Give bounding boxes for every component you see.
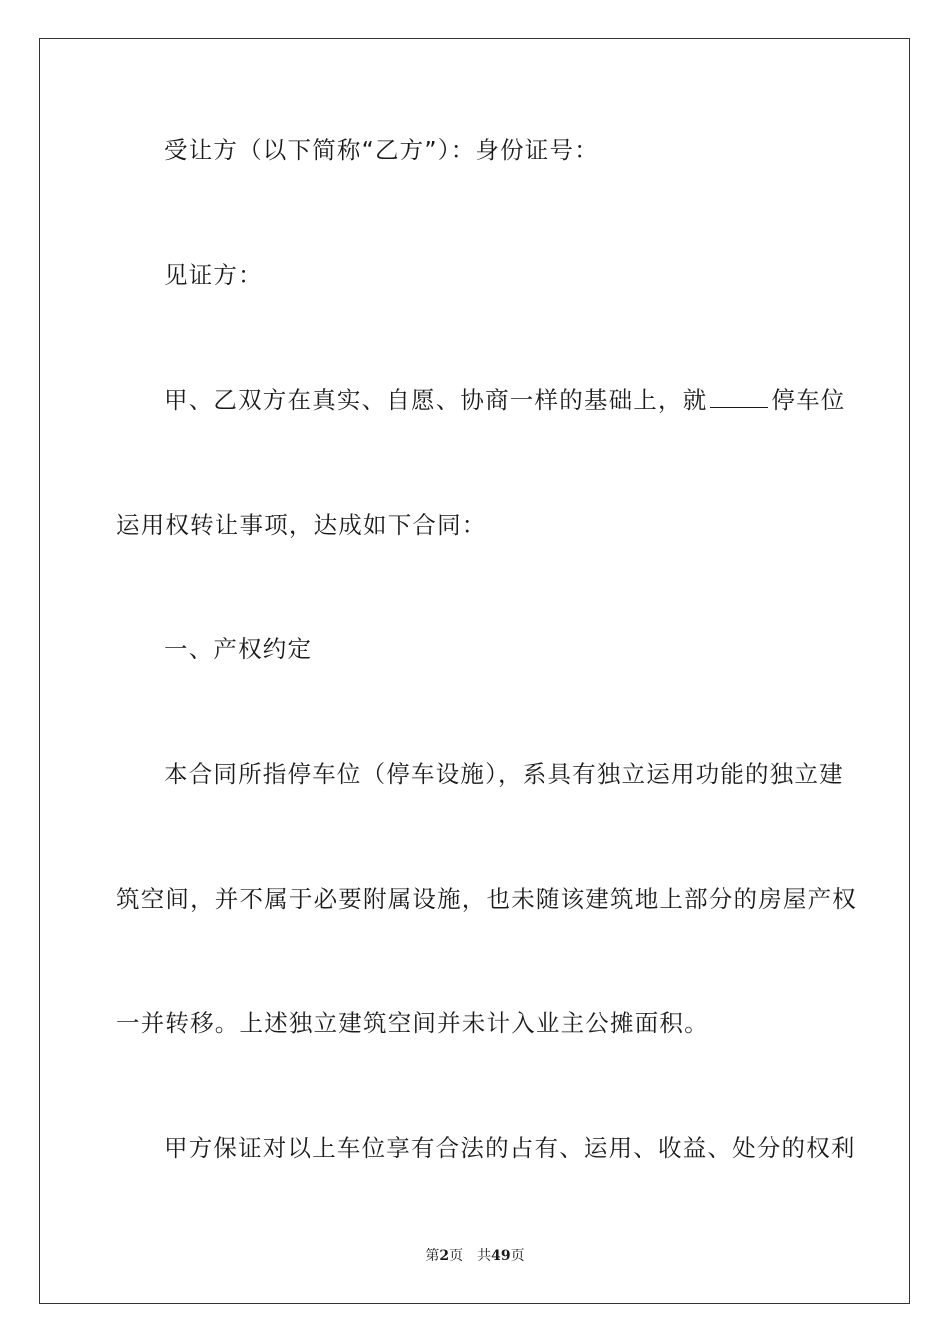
footer-total-unit: 页 — [510, 1248, 525, 1264]
footer-page-unit: 页 — [449, 1248, 464, 1264]
paragraph-witness — [164, 260, 836, 290]
paragraph-transferee — [164, 135, 836, 165]
section-heading-property — [164, 634, 836, 664]
text-property-b: 筑空间，并不属于必要附属设施，也未随该建筑地上部分的房屋产权 — [116, 885, 857, 913]
text-property-a: 本合同所指停车位（停车设施），系具有独立运用功能的独立建 — [164, 760, 844, 788]
paragraph-intro-line-1 — [164, 385, 846, 415]
paragraph-property-line-1 — [164, 759, 844, 789]
page-frame — [39, 38, 910, 1304]
paragraph-intro-line-2 — [116, 510, 836, 540]
paragraph-property-line-2 — [116, 884, 857, 914]
paragraph-property-line-3 — [116, 1008, 836, 1038]
text-intro-a: 甲、乙双方在真实、自愿、协商一样的基础上，就 — [164, 386, 708, 414]
footer-total-pages: 49 — [491, 1248, 511, 1264]
page-footer — [0, 1246, 950, 1266]
text-witness: 见证方： — [164, 261, 263, 289]
text-intro-b: 停车位 — [771, 386, 846, 414]
text-intro-c: 运用权转让事项，达成如下合同： — [116, 511, 487, 539]
footer-total-prefix: 共 — [477, 1248, 492, 1264]
footer-prefix: 第 — [425, 1248, 440, 1264]
text-transferee: 受让方（以下简称“乙方”）：身份证号： — [164, 136, 599, 164]
text-section-1: 一、产权约定 — [164, 635, 313, 663]
footer-page-number: 2 — [439, 1248, 450, 1264]
paragraph-guarantee-line-1 — [164, 1133, 856, 1163]
text-property-c: 一并转移。上述独立建筑空间并未计入业主公摊面积。 — [116, 1009, 709, 1037]
fill-in-blank — [710, 385, 768, 408]
text-guarantee: 甲方保证对以上车位享有合法的占有、运用、收益、处分的权利 — [164, 1134, 856, 1162]
